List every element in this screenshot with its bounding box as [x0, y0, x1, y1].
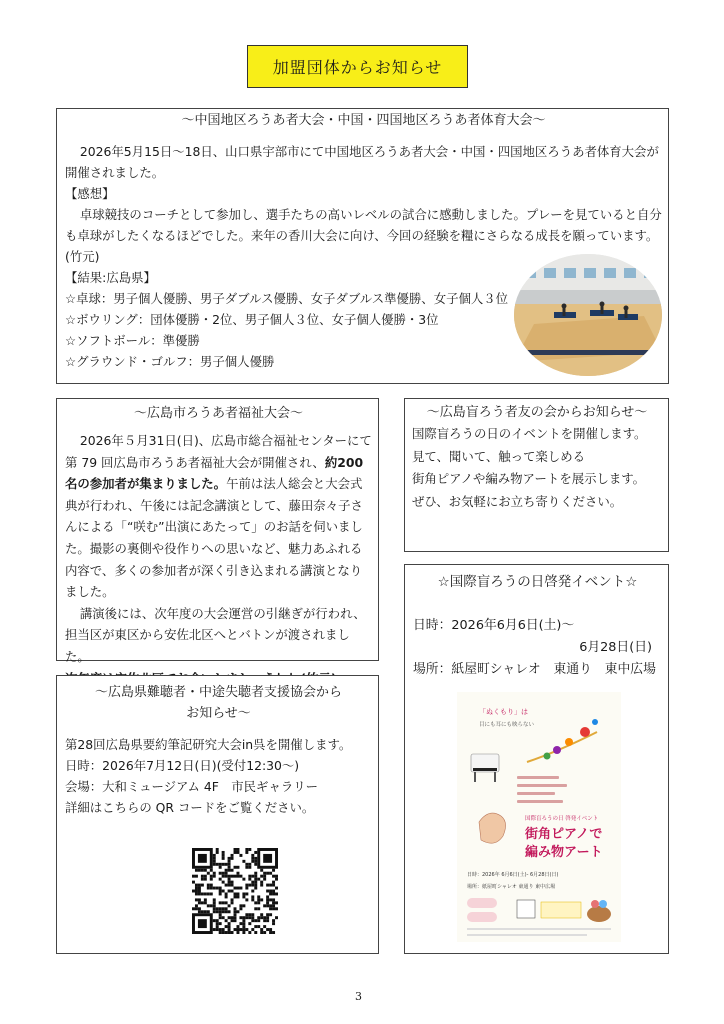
blind-deaf-line: 見て、聞いて、触って楽しめる — [412, 448, 585, 464]
hiroshima-city-box — [56, 398, 379, 664]
event-date-line-1: 日時：2026年6月6日(土)～ — [413, 618, 575, 633]
result-item: ☆グラウンド・ゴルフ：男子個人優勝 — [65, 354, 275, 369]
flyer-illustration — [457, 692, 621, 942]
event-box — [404, 564, 669, 954]
results-heading: 【結果:広島県】 — [65, 270, 156, 285]
impressions-heading: 【感想】 — [65, 186, 115, 201]
result-item: ☆ソフトボール：準優勝 — [65, 333, 200, 348]
chugoku-title: ～中国地区ろうあ者大会・中国・四国地区ろうあ者体育大会～ — [181, 113, 546, 128]
page-number: 3 — [355, 990, 362, 1003]
blind-deaf-line: ぜひ、お気軽にお立ち寄りください。 — [412, 493, 623, 509]
prefecture-line: 第28回広島県要約筆記研究大会in呉を開催します。 — [65, 737, 352, 752]
prefecture-line: 日時：2026年7月12日(日)(受付12:30～) — [65, 758, 300, 773]
prefecture-line: 会場：大和ミュージアム 4F 市民ギャラリー — [65, 779, 319, 794]
prefecture-title — [65, 682, 372, 724]
paragraph-1-bold: 約200名の参加者が集まりました。 — [65, 454, 364, 492]
prefecture-title-line-2: お知らせ～ — [186, 706, 251, 721]
section-header — [247, 45, 468, 88]
flyer-sub: 国際盲ろうの日 啓発イベント — [525, 816, 599, 822]
table-tennis-gym-photo — [514, 254, 662, 376]
result-item: ☆ボウリング：団体優勝・2位、男子個人３位、女子個人優勝・3位 — [65, 312, 439, 327]
flyer-tagline: 目にも耳にも映らない — [479, 722, 535, 728]
prefecture-association-box — [56, 675, 379, 954]
flyer-place: 場所：紙屋町シャレオ 東通り 東中広場 — [467, 884, 556, 890]
flyer-tag: 「ぬくもり」は — [479, 708, 528, 716]
event-place: 場所：紙屋町シャレオ 東通り 東中広場 — [413, 662, 656, 677]
flyer-date: 日時：2026年 6月6日(土)- 6月28日(日) — [467, 872, 559, 878]
paragraph-1-part-a: 2026年５月31日(日)、広島市総合福祉センターにて第 79 回広島市ろうあ者福祉大会が開催され、 — [65, 433, 372, 470]
flyer-main-2: 編み物アート — [525, 845, 603, 860]
event-flyer — [457, 692, 621, 942]
prefecture-line: 詳細はこちらの QR コードをご覧ください。 — [65, 800, 315, 815]
section-header-title: 加盟団体からお知らせ — [272, 58, 443, 77]
paragraph-1-part-c: 午前は法人総会と大会式典が行われ、午後には記念講演として、藤田奈々子さんによる「“咲む”出演にあたって」のお話を伺いました。撮影の裏側や役作りへの思いなど、魅力あふれる内容で、多くの参加者が深く引き込まれる講演となりました。 — [65, 476, 363, 600]
blind-deaf-friends-box — [404, 398, 669, 552]
hiroshima-city-title: ～広島市ろうあ者福祉大会～ — [133, 406, 303, 421]
hiroshima-city-paragraph-1 — [65, 430, 372, 603]
qr-code[interactable] — [192, 848, 278, 934]
prefecture-title-line-1: ～広島県難聴者・中途失聴者支援協会から — [94, 685, 342, 700]
impressions-author: (竹元) — [65, 249, 100, 264]
blind-deaf-line: 国際盲ろうの日のイベントを開催します。 — [412, 426, 647, 441]
blind-deaf-line: 街角ピアノや編み物アートを展示します。 — [412, 471, 646, 486]
flyer-main-1: 街角ピアノで — [525, 827, 603, 842]
event-title: ☆国際盲ろうの日啓発イベント☆ — [437, 574, 638, 590]
flyer-qr-icon — [517, 900, 535, 918]
impressions-text: 卓球競技のコーチとして参加し、選手たちの高いレベルの試合に感動しました。プレーを見ていると自分も卓球がしたくなるほどでした。来年の香川大会に向け、今回の経験を糧にさらなる成長を願っています。 — [65, 207, 662, 243]
result-item: ☆卓球：男子個人優勝、男子ダブルス優勝、女子ダブルス準優勝、女子個人３位 — [65, 291, 509, 306]
hiroshima-city-paragraph-2: 講演後には、次年度の大会運営の引継ぎが行われ、担当区が東区から安佐北区へとバトンが渡されました。 — [65, 605, 366, 664]
chugoku-intro: 2026年5月15日～18日、山口県宇部市にて中国地区ろうあ者大会・中国・四国地区ろうあ者体育大会が開催されました。 — [65, 144, 659, 180]
event-date-line-2: 6月28日(日) — [579, 640, 652, 655]
blind-deaf-title: ～広島盲ろう者友の会からお知らせ～ — [426, 405, 648, 420]
